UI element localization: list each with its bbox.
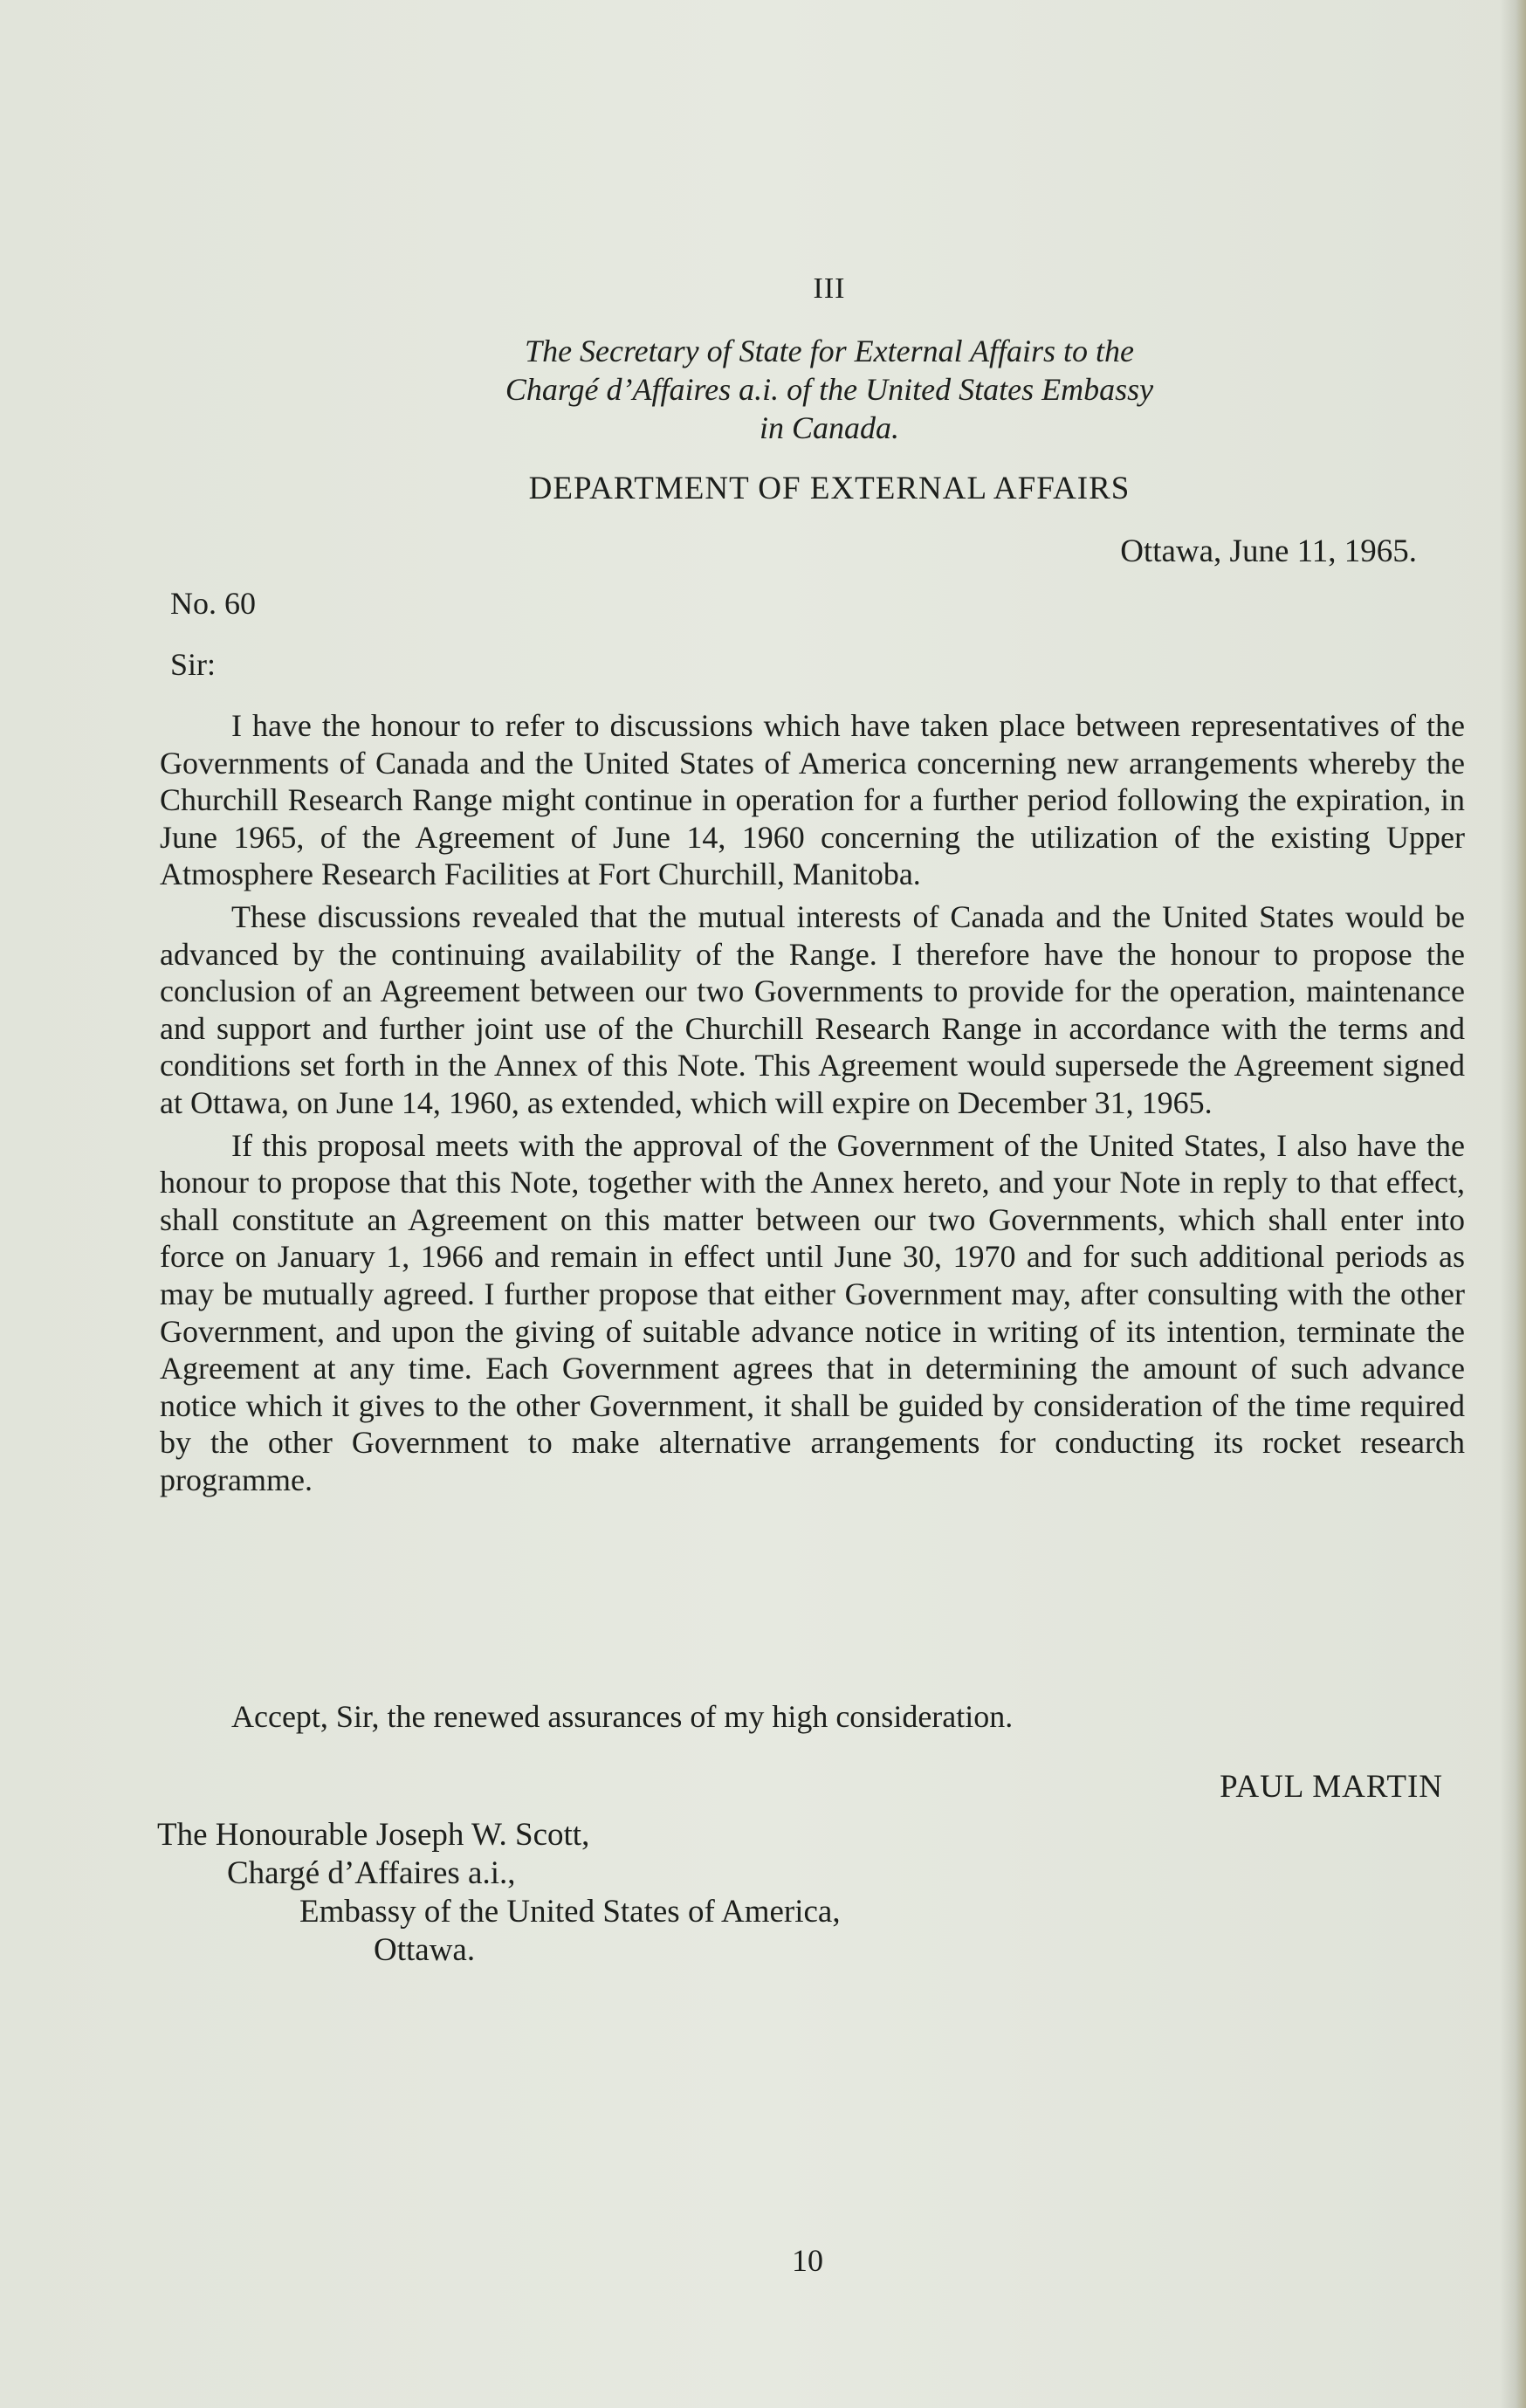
note-number: No. 60 — [170, 586, 256, 621]
body-paragraph: These discussions revealed that the mutual interests of Canada and the United States would be advanced by the continuing availability of the Range. I therefore have the honour to propose the conclusion of an Agreement between our two Governments to provide for the operation, maintenance and support and further joint use of the Churchill Research Range in accordance with the terms and conditions set forth in the Annex of this Note. This Agreement would supersede the Agreement signed at Ottawa, on June 14, 1960, as extended, which will expire on December 31, 1965. — [160, 898, 1465, 1120]
title-line: Chargé d’Affaires a.i. of the United States Embassy — [505, 372, 1154, 407]
addressee-block — [157, 1816, 841, 1970]
letter-body — [160, 707, 1465, 1503]
addressee-line: Chargé d’Affaires a.i., — [227, 1855, 516, 1891]
section-number: III — [813, 272, 846, 305]
page-number: 10 — [792, 2243, 823, 2278]
addressee-line: Ottawa. — [374, 1932, 476, 1968]
closing-line: Accept, Sir, the renewed assurances of my high consideration. — [231, 1699, 1014, 1734]
salutation: Sir: — [170, 647, 217, 682]
document-title — [332, 332, 1327, 447]
dateline: Ottawa, June 11, 1965. — [1120, 533, 1417, 569]
body-paragraph: I have the honour to refer to discussions which have taken place between representatives of the Governments of Canada and the United States of America concerning new arrangements whereby the Churchill Research Range might continue in operation for a further period following the expiration, in June 1965, of the Agreement of June 14, 1960 concerning the utilization of the existing Upper Atmosphere Research Facilities at Fort Churchill, Manitoba. — [160, 708, 1465, 892]
addressee-line: Embassy of the United States of America, — [299, 1894, 841, 1930]
addressee-line: The Honourable Joseph W. Scott, — [157, 1817, 590, 1853]
title-line: The Secretary of State for External Affairs to the — [525, 334, 1134, 368]
department-heading: DEPARTMENT OF EXTERNAL AFFAIRS — [528, 471, 1131, 506]
signature: PAUL MARTIN — [1220, 1769, 1443, 1805]
title-line: in Canada. — [759, 410, 899, 445]
page-edge-shadow — [1500, 0, 1526, 2408]
body-paragraph: If this proposal meets with the approval of the Government of the United States, I also have the honour to propose that this Note, together with the Annex hereto, and your Note in reply to that effect, shall constitute an Agreement on this matter between our two Governments, which shall enter into force on January 1, 1966 and remain in effect until June 30, 1970 and for such additional periods as may be mutually agreed. I further propose that either Government may, after consulting with the other Government, and upon the giving of suitable advance notice in writing of its intention, terminate the Agreement at any time. Each Government agrees that in determining the amount of such advance notice which it gives to the other Government, it shall be guided by consideration of the time required by the other Government to make alternative arrangements for conducting its rocket research programme. — [160, 1127, 1465, 1497]
